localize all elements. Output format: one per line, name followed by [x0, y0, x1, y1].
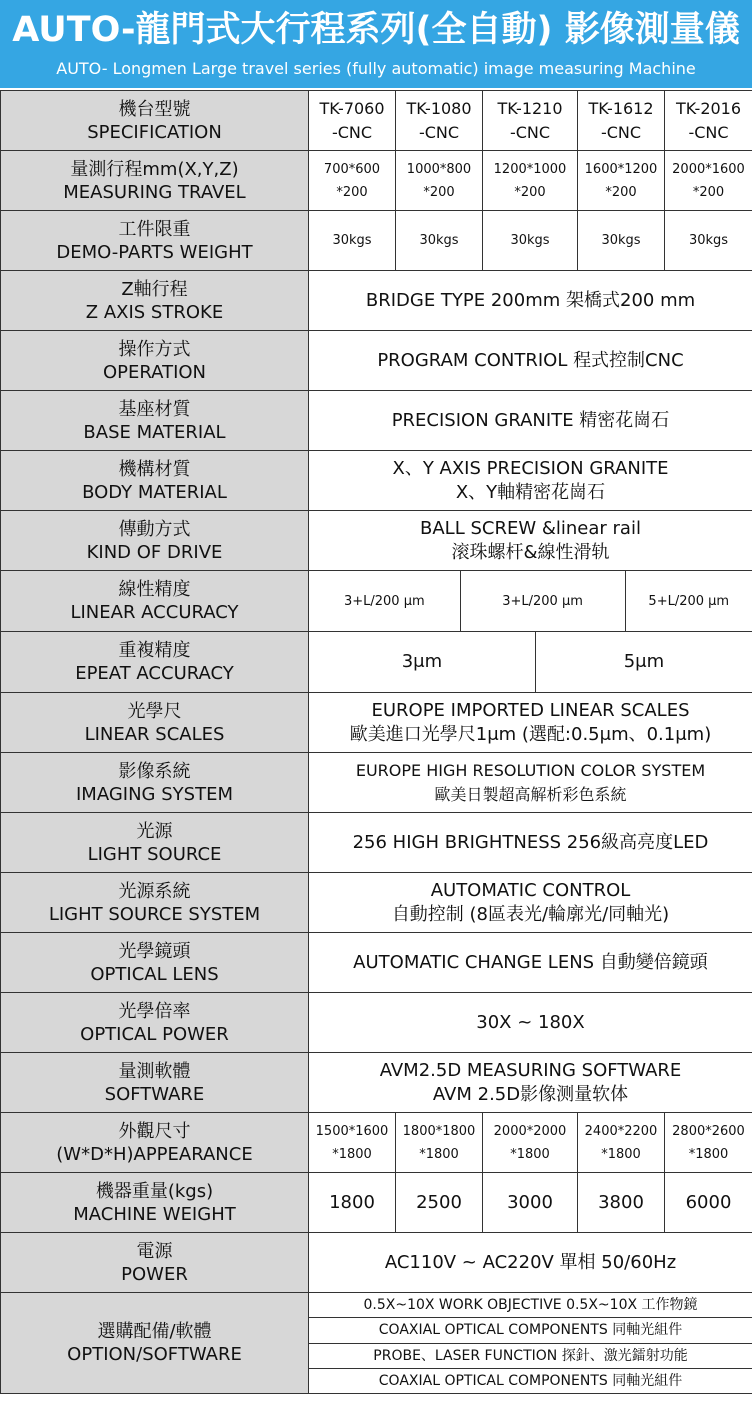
row-z-axis-stroke — [1, 271, 752, 331]
page-header — [0, 0, 752, 88]
row-light-source-system — [1, 873, 752, 933]
row-demo-parts-weight — [1, 211, 752, 271]
row-light-source — [1, 813, 752, 873]
linear-accuracy-value: 5+L/200 μm — [648, 593, 730, 609]
label-base-material: 基座材質 BASE MATERIAL — [1, 391, 309, 451]
imaging-system-value: EUROPE HIGH RESOLUTION COLOR SYSTEM 歐美日製超高解析彩色系統 — [309, 753, 752, 813]
option-list — [309, 1293, 752, 1393]
page-title: AUTO-龍門式大行程系列(全自動) 影像測量儀 — [12, 10, 740, 50]
specification-table — [0, 90, 752, 1394]
row-measuring-travel — [1, 151, 752, 211]
row-body-material — [1, 451, 752, 511]
row-appearance — [1, 1113, 752, 1173]
light-source-value: 256 HIGH BRIGHTNESS 256級高亮度LED — [309, 813, 752, 873]
label-kind-of-drive: 傳動方式 KIND OF DRIVE — [1, 511, 309, 571]
row-option-software — [1, 1293, 752, 1394]
linear-accuracy-cell — [309, 571, 752, 632]
label-demo-parts-weight: 工件限重 DEMO-PARTS WEIGHT — [1, 211, 309, 271]
label-light-source-system: 光源系統 LIGHT SOURCE SYSTEM — [1, 873, 309, 933]
label-optical-lens: 光學鏡頭 OPTICAL LENS — [1, 933, 309, 993]
label-light-source: 光源 LIGHT SOURCE — [1, 813, 309, 873]
optical-lens-value: AUTOMATIC CHANGE LENS 自動變倍鏡頭 — [309, 933, 752, 993]
label-z-axis-stroke: Z軸行程 Z AXIS STROKE — [1, 271, 309, 331]
travel-cell: 1600*1200 *200 — [578, 151, 665, 211]
model-cell: TK-1612 -CNC — [578, 91, 665, 151]
option-item: COAXIAL OPTICAL COMPONENTS 同軸光組件 — [309, 1318, 752, 1343]
software-value: AVM2.5D MEASURING SOFTWARE AVM 2.5D影像测量软体 — [309, 1053, 752, 1113]
travel-cell: 1000*800 *200 — [396, 151, 483, 211]
option-item: PROBE、LASER FUNCTION 探針、激光鐳射功能 — [309, 1344, 752, 1369]
weight-cell: 30kgs — [396, 211, 483, 271]
row-optical-power — [1, 993, 752, 1053]
label-software: 量測軟體 SOFTWARE — [1, 1053, 309, 1113]
body-material-value: X、Y AXIS PRECISION GRANITE X、Y軸精密花崗石 — [309, 451, 752, 511]
row-software — [1, 1053, 752, 1113]
label-power: 電源 POWER — [1, 1233, 309, 1293]
label-linear-scales: 光學尺 LINEAR SCALES — [1, 693, 309, 753]
model-cell: TK-1080 -CNC — [396, 91, 483, 151]
option-software-cell — [309, 1293, 752, 1394]
appearance-cell: 2800*2600 *1800 — [665, 1113, 752, 1173]
operation-value: PROGRAM CONTRIOL 程式控制CNC — [309, 331, 752, 391]
label-measuring-travel: 量測行程mm(X,Y,Z) MEASURING TRAVEL — [1, 151, 309, 211]
linear-accuracy-value: 3+L/200 μm — [309, 571, 460, 631]
label-optical-power: 光學倍率 OPTICAL POWER — [1, 993, 309, 1053]
option-item: COAXIAL OPTICAL COMPONENTS 同軸光組件 — [378, 1372, 683, 1389]
row-linear-accuracy — [1, 571, 752, 632]
appearance-cell: 2400*2200 *1800 — [578, 1113, 665, 1173]
machine-weight-cell: 3000 — [483, 1173, 578, 1233]
row-repeat-accuracy — [1, 632, 752, 693]
repeat-accuracy-cell — [309, 632, 752, 693]
travel-cell: 700*600 *200 — [309, 151, 396, 211]
label-repeat-accuracy: 重複精度 EPEAT ACCURACY — [1, 632, 309, 693]
row-power — [1, 1233, 752, 1293]
row-kind-of-drive — [1, 511, 752, 571]
base-material-value: PRECISION GRANITE 精密花崗石 — [309, 391, 752, 451]
label-specification: 機台型號 SPECIFICATION — [1, 91, 309, 151]
page-subtitle: AUTO- Longmen Large travel series (fully automatic) image measuring Machine — [56, 59, 696, 78]
appearance-cell: 1800*1800 *1800 — [396, 1113, 483, 1173]
drive-value: BALL SCREW &linear rail 滚珠螺杆&線性滑轨 — [309, 511, 752, 571]
machine-weight-cell: 1800 — [309, 1173, 396, 1233]
machine-weight-cell: 3800 — [578, 1173, 665, 1233]
label-appearance: 外觀尺寸 (W*D*H)APPEARANCE — [1, 1113, 309, 1173]
row-base-material — [1, 391, 752, 451]
row-specification — [1, 91, 752, 151]
label-machine-weight: 機器重量(kgs) MACHINE WEIGHT — [1, 1173, 309, 1233]
option-item: 0.5X~10X WORK OBJECTIVE 0.5X~10X 工作物鏡 — [309, 1293, 752, 1318]
repeat-accuracy-value: 3μm — [309, 632, 535, 692]
machine-weight-cell: 2500 — [396, 1173, 483, 1233]
model-cell: TK-7060 -CNC — [309, 91, 396, 151]
optical-power-value: 30X ~ 180X — [309, 993, 752, 1053]
appearance-cell: 1500*1600 *1800 — [309, 1113, 396, 1173]
row-operation — [1, 331, 752, 391]
travel-cell: 1200*1000 *200 — [483, 151, 578, 211]
row-linear-scales — [1, 693, 752, 753]
model-cell: TK-1210 -CNC — [483, 91, 578, 151]
label-option-software: 選購配備/軟體 OPTION/SOFTWARE — [1, 1293, 309, 1394]
label-imaging-system: 影像系統 IMAGING SYSTEM — [1, 753, 309, 813]
weight-cell: 30kgs — [309, 211, 396, 271]
linear-accuracy-value: 3+L/200 μm — [460, 571, 625, 631]
weight-cell: 30kgs — [578, 211, 665, 271]
travel-cell: 2000*1600 *200 — [665, 151, 752, 211]
weight-cell: 30kgs — [483, 211, 578, 271]
row-optical-lens — [1, 933, 752, 993]
repeat-accuracy-value: 5μm — [623, 651, 665, 672]
linear-scales-value: EUROPE IMPORTED LINEAR SCALES 歐美進口光學尺1μm (選配:0.5μm、0.1μm) — [309, 693, 752, 753]
power-value: AC110V ~ AC220V 單相 50/60Hz — [309, 1233, 752, 1293]
weight-cell: 30kgs — [665, 211, 752, 271]
appearance-cell: 2000*2000 *1800 — [483, 1113, 578, 1173]
label-body-material: 機構材質 BODY MATERIAL — [1, 451, 309, 511]
label-operation: 操作方式 OPERATION — [1, 331, 309, 391]
machine-weight-cell: 6000 — [665, 1173, 752, 1233]
light-source-system-value: AUTOMATIC CONTROL 自動控制 (8區表光/輪廓光/同軸光) — [309, 873, 752, 933]
row-imaging-system — [1, 753, 752, 813]
z-axis-stroke-value: BRIDGE TYPE 200mm 架橋式200 mm — [309, 271, 752, 331]
model-cell: TK-2016 -CNC — [665, 91, 752, 151]
label-linear-accuracy: 線性精度 LINEAR ACCURACY — [1, 571, 309, 632]
row-machine-weight — [1, 1173, 752, 1233]
